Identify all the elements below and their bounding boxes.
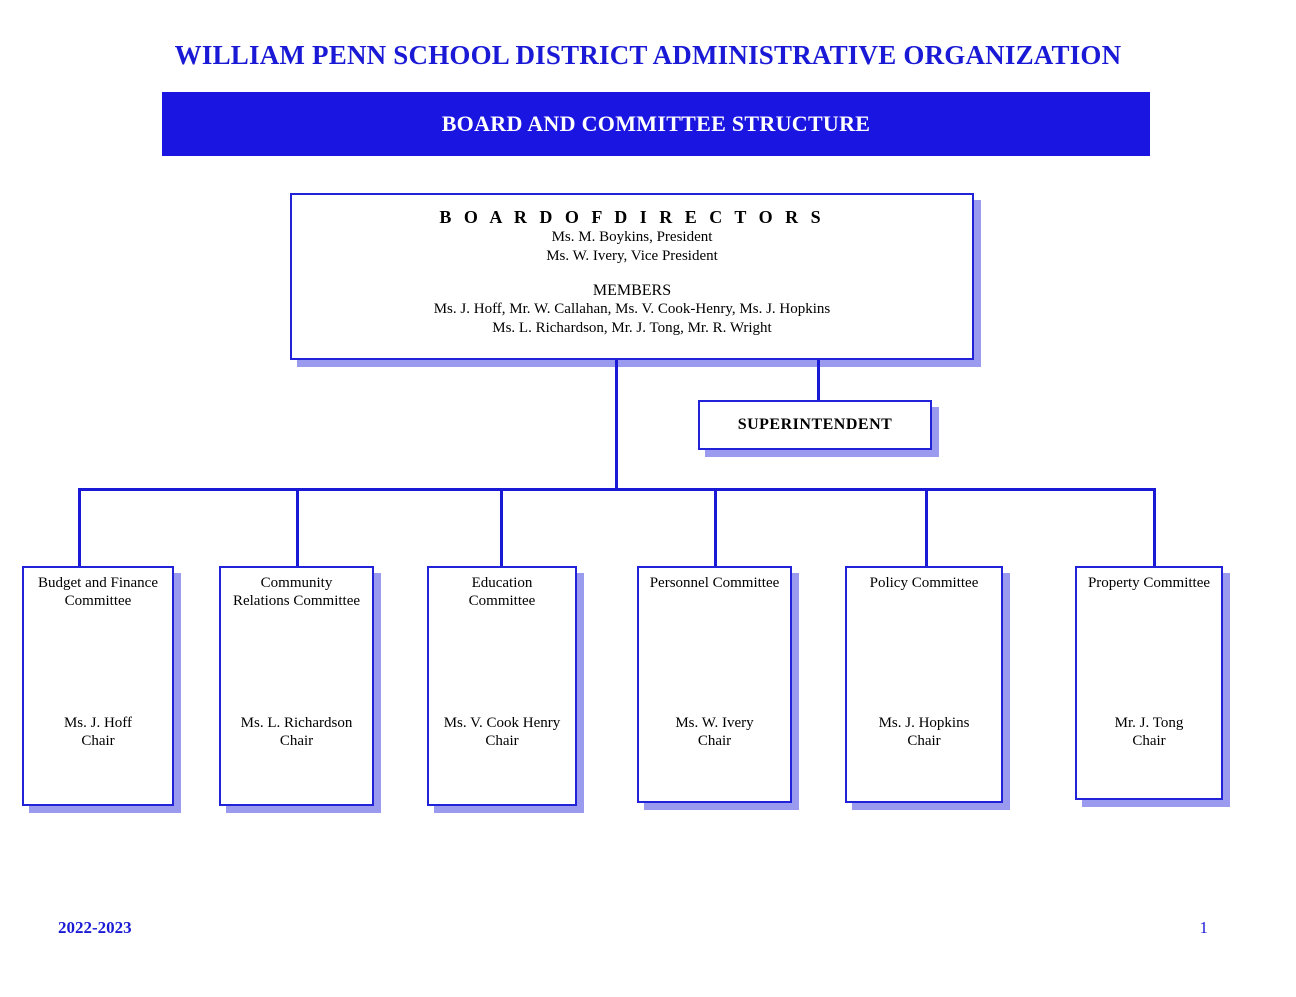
committee-node (637, 566, 792, 803)
committee-chair (639, 714, 790, 750)
committee-chair-name: Ms. J. Hopkins (878, 715, 970, 731)
connector-drop-community-relations (296, 488, 299, 568)
committee-node (427, 566, 577, 806)
committee-name (847, 574, 1001, 592)
board-members-line-1: Ms. J. Hoff, Mr. W. Callahan, Ms. V. Cook-Henry, Ms. J. Hopkins (433, 301, 831, 317)
committee-node (1075, 566, 1223, 800)
page-title: WILLIAM PENN SCHOOL DISTRICT ADMINISTRATIVE ORGANIZATION (174, 40, 1122, 70)
committee-node (219, 566, 374, 806)
committee-node (845, 566, 1003, 803)
committee-name-line-2: Committee (468, 593, 536, 609)
committee-name (639, 574, 790, 592)
committee-name-line-1: Policy Committee (869, 575, 979, 591)
banner-title-text: BOARD AND COMMITTEE STRUCTURE (441, 111, 871, 136)
board-president: Ms. M. Boykins, President (551, 229, 713, 245)
footer-school-year: 2022-2023 (58, 918, 132, 937)
connector-drop-property (1153, 488, 1156, 568)
committee-chair-role: Chair (485, 733, 519, 749)
board-members-line-2: Ms. L. Richardson, Mr. J. Tong, Mr. R. Wright (492, 320, 772, 336)
board-of-directors-node (290, 193, 974, 360)
committee-name-line-1: Community (260, 575, 333, 591)
committee-chair (221, 714, 372, 750)
committee-chair-name: Ms. V. Cook Henry (443, 715, 561, 731)
committee-name-line-1: Education (471, 575, 533, 591)
committee-chair-role: Chair (81, 733, 115, 749)
committee-chair-name: Ms. L. Richardson (240, 715, 353, 731)
board-of-directors-title: B O A R D O F D I R E C T O R S (439, 207, 825, 227)
committee-name-line-2: Relations Committee (232, 593, 361, 609)
committee-name (24, 574, 172, 610)
connector-drop-policy (925, 488, 928, 568)
committee-node (22, 566, 174, 806)
committee-name-line-2: Committee (64, 593, 132, 609)
connector-horizontal-bus (78, 488, 1156, 491)
committee-name-line-1: Budget and Finance (38, 575, 158, 591)
connector-superintendent-vertical (817, 360, 820, 400)
connector-drop-education (500, 488, 503, 568)
superintendent-label: SUPERINTENDENT (737, 416, 893, 433)
banner-board-and-committee-structure (162, 92, 1150, 156)
committee-chair-name: Mr. J. Tong (1114, 715, 1184, 731)
committee-chair-name: Ms. J. Hoff (63, 715, 133, 731)
committee-chair-role: Chair (907, 733, 941, 749)
committee-chair-name: Ms. W. Ivery (675, 715, 754, 731)
committee-chair-role: Chair (1132, 733, 1166, 749)
committee-chair (429, 714, 575, 750)
connector-drop-personnel (714, 488, 717, 568)
board-vice-president: Ms. W. Ivery, Vice President (546, 248, 718, 264)
committee-name (429, 574, 575, 610)
committee-chair (1077, 714, 1221, 750)
footer-page-number: 1 (1199, 918, 1208, 937)
committee-chair (24, 714, 172, 750)
superintendent-node (698, 400, 932, 450)
committee-name (221, 574, 372, 610)
board-members-heading: MEMBERS (592, 282, 672, 299)
committee-name (1077, 574, 1221, 592)
committee-name-line-1: Personnel Committee (649, 575, 780, 591)
committee-name-line-1: Property Committee (1087, 575, 1211, 591)
connector-board-vertical (615, 360, 618, 489)
committee-chair-role: Chair (279, 733, 314, 749)
committee-chair-role: Chair (697, 733, 732, 749)
connector-drop-budget-and-finance (78, 488, 81, 568)
committee-chair (847, 714, 1001, 750)
